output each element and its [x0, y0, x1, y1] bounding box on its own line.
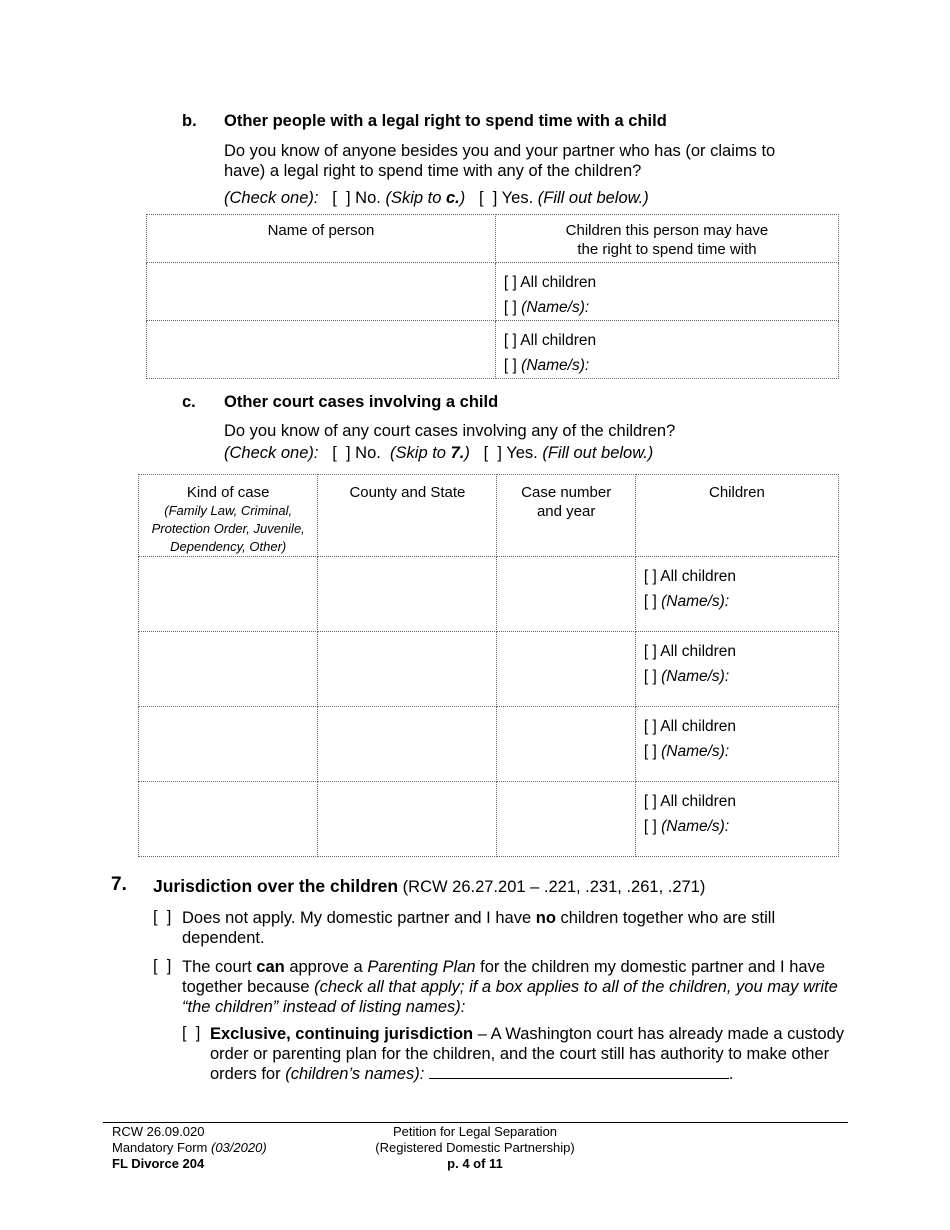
people-header-children: Children this person may have the right to spend time with [495, 215, 838, 263]
case-kind-cell[interactable] [139, 557, 318, 632]
yes-checkbox[interactable]: [ ] [483, 444, 502, 462]
section-7-citation: (RCW 26.27.201 – .221, .231, .261, .271) [402, 878, 706, 896]
fill-out-note: (Fill out below.) [537, 189, 649, 207]
footer-center: Petition for Legal Separation (Registered Domestic Partnership) p. 4 of 11 [375, 1124, 575, 1171]
cases-header-county: County and State [318, 475, 497, 557]
sub1-text: Exclusive, continuing jurisdiction – A Washington court has already made a custody order or parenting plan for the children, and the court still has authority to make other orders for (children’s names): . [210, 1025, 844, 1083]
people-name-cell[interactable] [147, 321, 496, 379]
court-cases-table [138, 474, 839, 857]
case-number-cell[interactable] [497, 557, 635, 632]
case-number-cell[interactable] [497, 707, 635, 782]
section-c-question: Do you know of any court cases involving any of the children? [224, 422, 676, 440]
people-header-name: Name of person [147, 215, 496, 263]
opt1-text: Does not apply. My domestic partner and I have no children together who are still dependent. [182, 909, 776, 947]
cases-header-children: Children [635, 475, 838, 557]
section-b-question: Do you know of anyone besides you and your partner who has (or claims to have) a legal right to spend time with any of the children? [224, 142, 776, 180]
case-kind-cell[interactable] [139, 707, 318, 782]
names-checkbox[interactable]: [ ] [643, 743, 657, 760]
section-b-check-line [224, 189, 649, 208]
all-children-checkbox[interactable]: [ ] [643, 793, 657, 810]
opt2-text: The court can approve a Parenting Plan for the children my domestic partner and I have together because (check all that apply; if a box applies to all of the children, you may write “the children” instead of listing names): [182, 958, 838, 1016]
section-7-heading: Jurisdiction over the children [153, 876, 399, 896]
case-kind-cell[interactable] [139, 782, 318, 857]
case-number-cell[interactable] [497, 632, 635, 707]
names-checkbox[interactable]: [ ] [503, 299, 517, 316]
skip-note: (Skip to c.) [385, 189, 466, 207]
yes-label: Yes. [501, 189, 534, 207]
case-county-cell[interactable] [318, 557, 497, 632]
names-checkbox[interactable]: [ ] [643, 593, 657, 610]
skip-note: (Skip to 7.) [390, 444, 470, 462]
yes-checkbox[interactable]: [ ] [479, 189, 498, 207]
all-children-checkbox[interactable]: [ ] [643, 643, 657, 660]
footer-rule [103, 1122, 848, 1123]
people-children-cell: [ ] All children [ ] (Name/s): [495, 321, 838, 379]
cases-header-case-number: Case number and year [497, 475, 635, 557]
section-b-heading: Other people with a legal right to spend time with a child [224, 112, 667, 130]
names-checkbox[interactable]: [ ] [643, 668, 657, 685]
no-label: No. [355, 444, 381, 462]
opt2-checkbox[interactable]: [ ] [153, 957, 172, 975]
section-c-heading: Other court cases involving a child [224, 393, 499, 411]
no-checkbox[interactable]: [ ] [332, 444, 351, 462]
children-names-line[interactable] [429, 1064, 729, 1079]
fill-out-note: (Fill out below.) [542, 444, 654, 462]
no-label: No. [355, 189, 381, 207]
section-c-check-line [224, 444, 653, 463]
all-children-checkbox[interactable]: [ ] [643, 718, 657, 735]
case-number-cell[interactable] [497, 782, 635, 857]
case-children-cell: [ ] All children [ ] (Name/s): [635, 557, 838, 632]
all-children-checkbox[interactable]: [ ] [643, 568, 657, 585]
section-b-letter: b. [182, 112, 197, 130]
footer-left: RCW 26.09.020 Mandatory Form (03/2020) FL Divorce 204 [112, 1124, 267, 1171]
check-one-label: (Check one): [224, 444, 319, 462]
sub1-checkbox[interactable]: [ ] [182, 1024, 201, 1042]
case-county-cell[interactable] [318, 782, 497, 857]
cases-header-kind: Kind of case (Family Law, Criminal, Protection Order, Juvenile, Dependency, Other) [139, 475, 318, 557]
case-kind-cell[interactable] [139, 632, 318, 707]
case-children-cell: [ ] All children [ ] (Name/s): [635, 782, 838, 857]
people-table [146, 214, 839, 379]
case-county-cell[interactable] [318, 707, 497, 782]
section-c-letter: c. [182, 393, 196, 411]
names-checkbox[interactable]: [ ] [643, 818, 657, 835]
all-children-checkbox[interactable]: [ ] [503, 274, 517, 291]
all-children-checkbox[interactable]: [ ] [503, 332, 517, 349]
no-checkbox[interactable]: [ ] [332, 189, 351, 207]
people-name-cell[interactable] [147, 263, 496, 321]
opt1-checkbox[interactable]: [ ] [153, 908, 172, 926]
section-7-number: 7. [111, 874, 127, 895]
check-one-label: (Check one): [224, 189, 319, 207]
case-county-cell[interactable] [318, 632, 497, 707]
names-checkbox[interactable]: [ ] [503, 357, 517, 374]
section-7-title [153, 876, 705, 897]
people-children-cell: [ ] All children [ ] (Name/s): [495, 263, 838, 321]
yes-label: Yes. [506, 444, 538, 462]
case-children-cell: [ ] All children [ ] (Name/s): [635, 632, 838, 707]
case-children-cell: [ ] All children [ ] (Name/s): [635, 707, 838, 782]
